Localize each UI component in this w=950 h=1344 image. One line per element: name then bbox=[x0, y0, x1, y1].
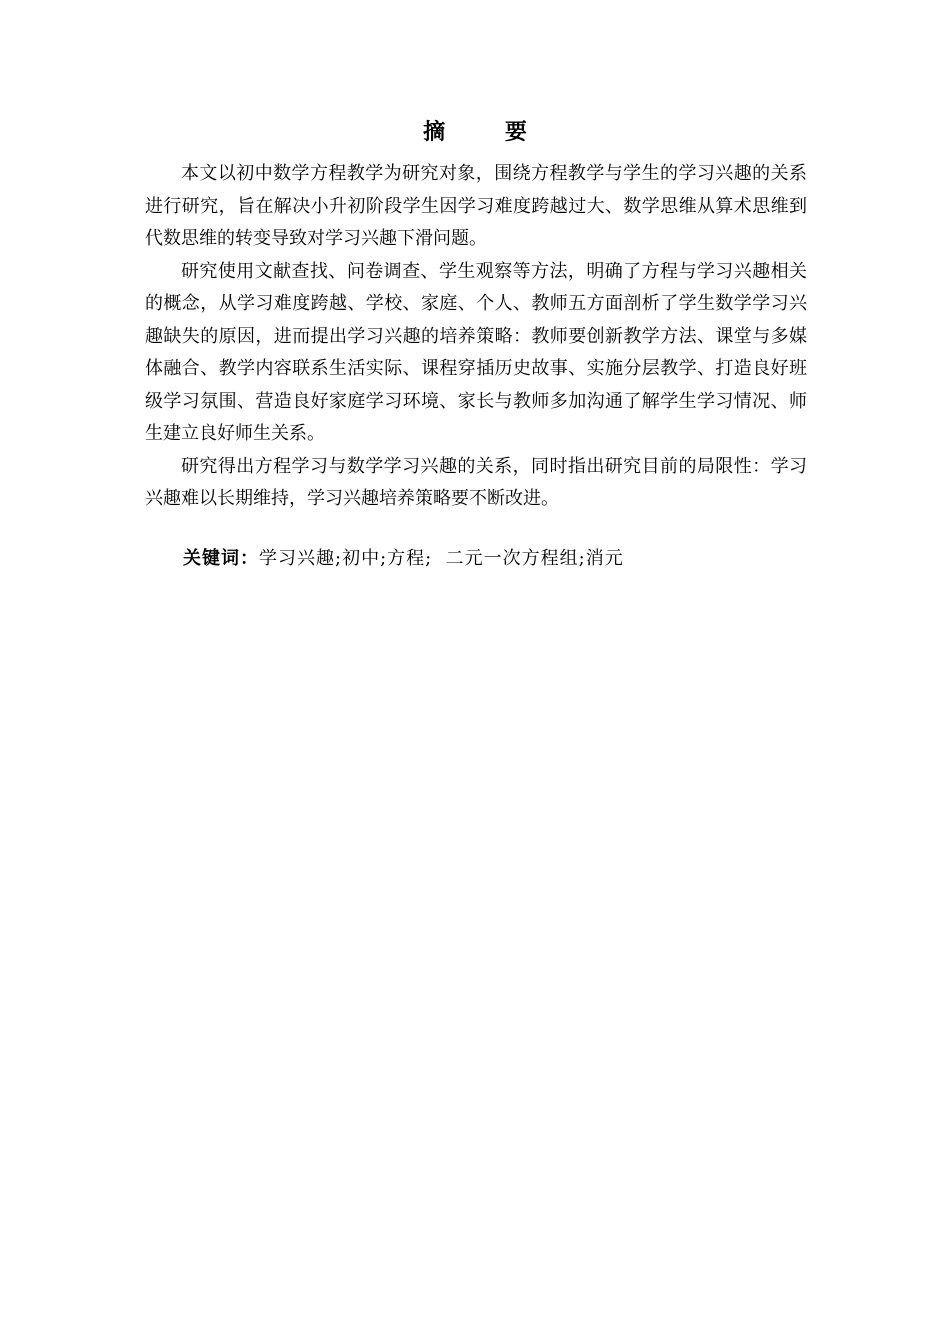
abstract-title: 摘 要 bbox=[423, 120, 553, 145]
abstract-paragraph-1: 本文以初中数学方程教学为研究对象，围绕方程教学与学生的学习兴趣的关系进行研究，旨在解决小升初阶段学生因学习难度跨越过大、数学思维从算术思维到代数思维的转变导致对学习兴趣下滑问题。 bbox=[145, 163, 807, 249]
keywords-label: 关键词： bbox=[183, 548, 259, 569]
abstract-paragraph-3: 研究得出方程学习与数学学习兴趣的关系，同时指出研究目前的局限性：学习兴趣难以长期维持，学习兴趣培养策略要不断改进。 bbox=[145, 455, 807, 509]
abstract-body bbox=[145, 158, 807, 516]
abstract-paragraph-2: 研究使用文献查找、问卷调查、学生观察等方法，明确了方程与学习兴趣相关的概念，从学习难度跨越、学校、家庭、个人、教师五方面剖析了学生数学学习兴趣缺失的原因，进而提出学习兴趣的培养策略：教师要创新教学方法、课堂与多媒体融合、教学内容联系生活实际、课程穿插历史故事、实施分层教学、打造良好班级学习氛围、营造良好家庭学习环境、家长与教师多加沟通了解学生学习情况、师生建立良好师生关系。 bbox=[145, 260, 807, 444]
keywords-line bbox=[183, 543, 803, 575]
keywords-list: 学习兴趣;初中;方程; 二元一次方程组;消元 bbox=[259, 548, 624, 569]
